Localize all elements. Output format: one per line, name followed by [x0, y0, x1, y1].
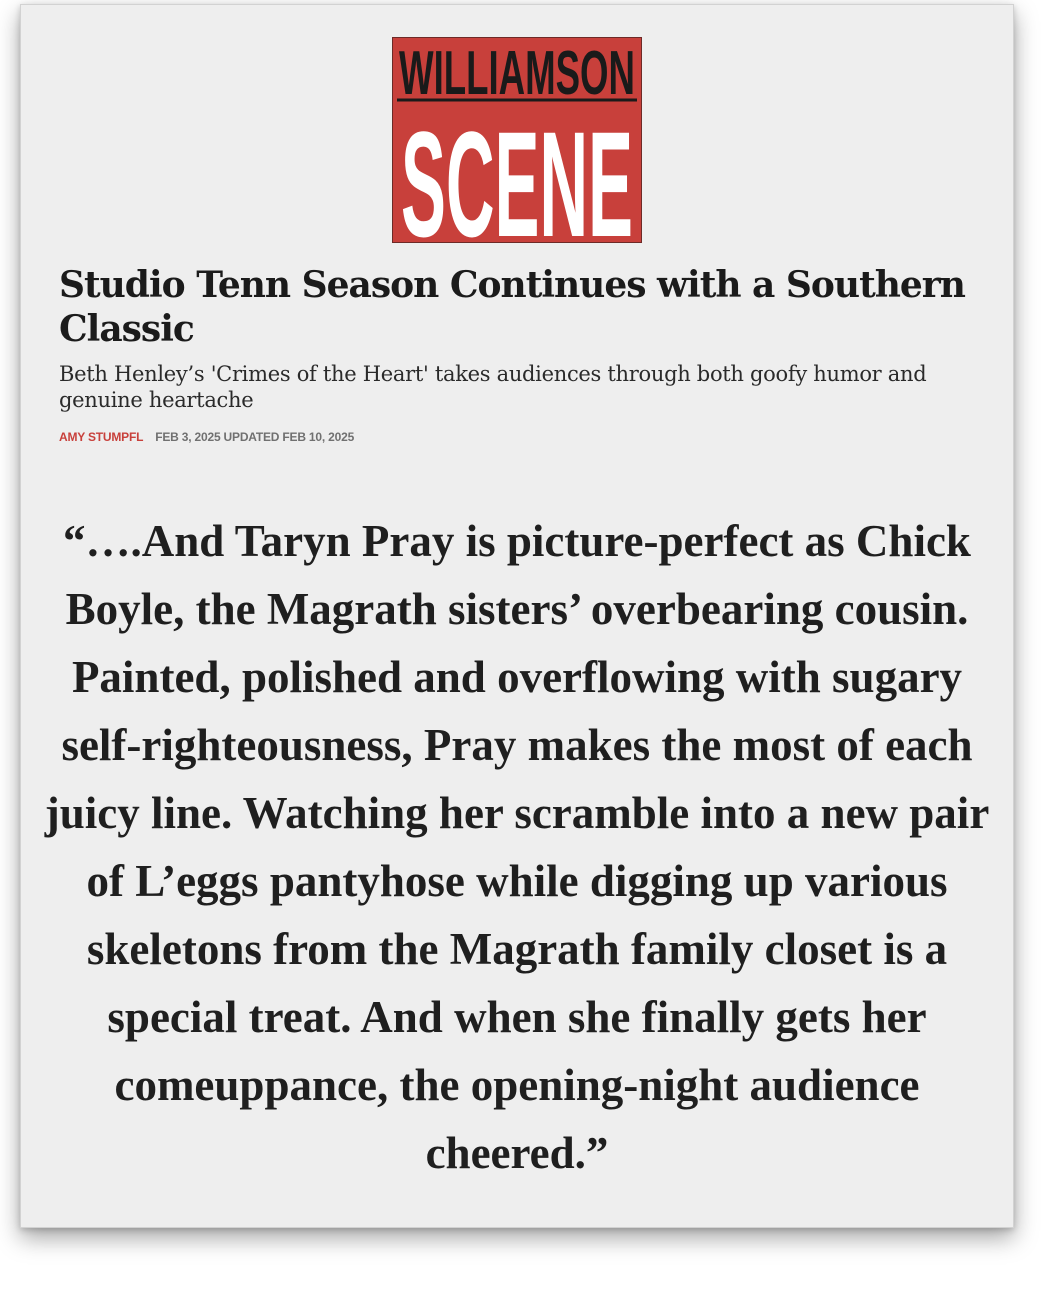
author-name[interactable]: AMY STUMPFL — [59, 430, 144, 444]
article-card — [20, 4, 1014, 1228]
byline — [59, 429, 354, 445]
logo-line-1: WILLIAMSON — [399, 39, 635, 108]
williamson-scene-logo — [392, 37, 642, 268]
logo-wordmark — [393, 38, 641, 268]
article-subhead: Beth Henley’s 'Crimes of the Heart' takes audiences through both goofy humor and genuine heartache — [59, 362, 927, 412]
article-headline: Studio Tenn Season Continues with a Southern Classic — [59, 264, 965, 350]
review-quote: “….And Taryn Pray is picture-perfect as Chick Boyle, the Magrath sisters’ overbearing cousin. Painted, polished and overflowing with sugary self-righteousness, Pray makes the most of each juicy line. Watching her scramble into a new pair of L’eggs pantyhose while digging up various skeletons from the Magrath family closet is a special treat. And when she finally gets her comeuppance, the opening-night audience cheered.” — [44, 516, 990, 1178]
publish-dates: FEB 3, 2025 UPDATED FEB 10, 2025 — [155, 430, 355, 444]
logo-line-2: SCENE — [401, 100, 633, 268]
